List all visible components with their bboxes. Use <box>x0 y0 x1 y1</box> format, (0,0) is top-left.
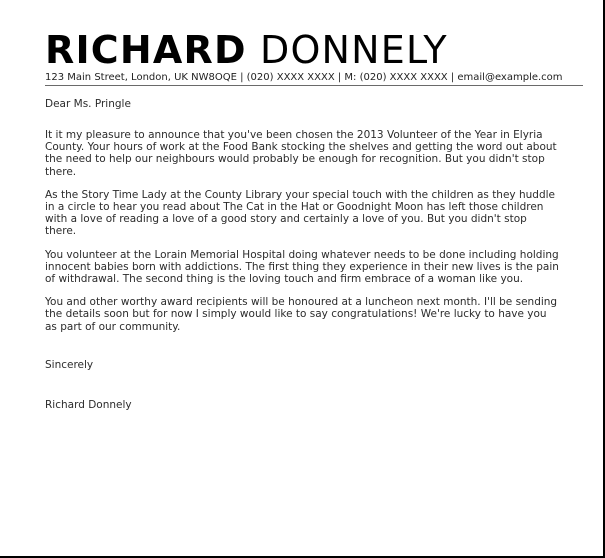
body-paragraph: You volunteer at the Lorain Memorial Hospital doing whatever needs to be done including holding innocent babies born with addictions. The first thing they experience in their new lives is the pain of withdrawal. The second thing is the loving touch and firm embrace of a woman like you. <box>45 248 559 286</box>
letter-body <box>45 129 590 333</box>
closing: Sincerely <box>45 358 94 371</box>
contact-line: 123 Main Street, London, UK NW8OQE | (020) XXXX XXXX | M: (020) XXXX XXXX | email@example.com <box>45 71 583 86</box>
letter-content <box>45 30 590 412</box>
salutation: Dear Ms. Pringle <box>45 98 131 110</box>
signature-name: Richard Donnely <box>45 398 132 411</box>
body-paragraph: As the Story Time Lady at the County Library your special touch with the children as they huddle in a circle to hear you read about The Cat in the Hat or Goodnight Moon has left those children with a love of reading a love of a good story and certainly a love of you. But you didn't stop there. <box>45 188 555 238</box>
body-paragraph: It it my pleasure to announce that you've been chosen the 2013 Volunteer of the Year in Elyria County. Your hours of work at the Food Bank stocking the shelves and getting the word out about the need to help our neighbours would probably be enough for recognition. But you didn't stop there. <box>45 129 557 178</box>
sender-first-name: RICHARD <box>45 28 247 72</box>
sender-name <box>45 30 590 70</box>
sender-last-name: DONNELY <box>259 28 448 72</box>
body-paragraph: You and other worthy award recipients will be honoured at a luncheon next month. I'll be sending the details soon but for now I simply would like to say congratulations! We're lucky to have you as part of our community. <box>45 296 558 333</box>
